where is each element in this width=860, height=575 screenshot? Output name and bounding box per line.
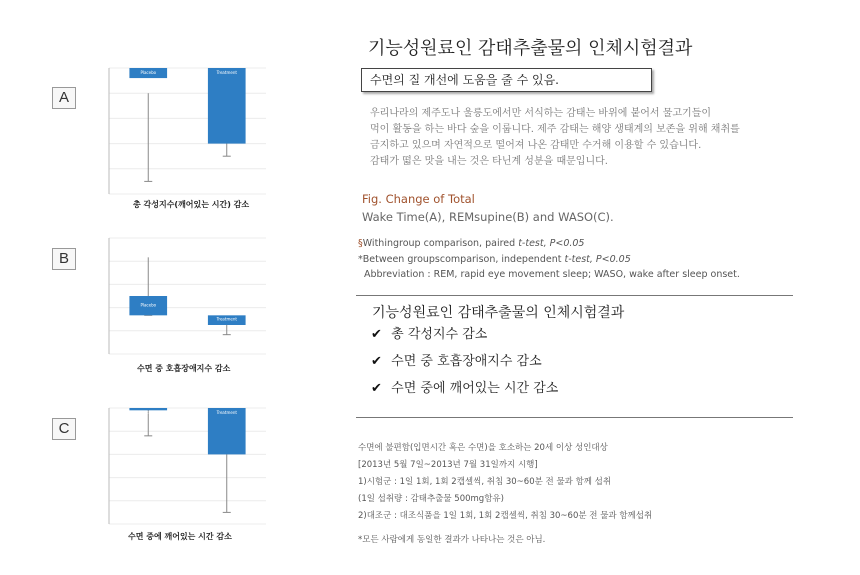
result-item	[371, 350, 542, 369]
check-icon: ✔	[371, 354, 382, 369]
bar-label: Treatment	[216, 410, 237, 415]
figure-title: Fig. Change of Total	[362, 192, 475, 206]
study-line: 2)대조군 : 대조식품을 1일 1회, 1회 2캡셀씩, 취침 30~60분 전 물과 함께섭취	[358, 511, 653, 521]
description	[370, 106, 780, 170]
bar-label: Placebo	[140, 302, 157, 308]
bar-label: Treatment	[216, 70, 237, 75]
chart-b	[95, 230, 270, 360]
note-p: , P<0.05	[543, 238, 585, 249]
bar-label: Placebo	[140, 70, 157, 75]
note-text: Between groupscomparison, independent	[362, 254, 565, 265]
result-text: 수면 중 호흡장애지수 감소	[391, 354, 542, 369]
chart-svg	[95, 230, 270, 360]
bar-label: Treatment	[216, 316, 237, 322]
figure-subtitle: Wake Time(A), REMsupine(B) and WASO(C).	[362, 210, 614, 224]
results-title: 기능성원료인 감태추출물의 인체시험결과	[372, 305, 625, 321]
bar-treatment	[208, 68, 246, 144]
panel-label-a: A	[52, 87, 76, 109]
panel-label-c: C	[52, 418, 76, 440]
note-test: t-test	[518, 238, 544, 249]
result-item	[371, 323, 487, 342]
section-symbol: §	[358, 238, 363, 249]
note-test: t-test	[564, 254, 590, 265]
highlight-box: 수면의 질 개선에 도움을 줄 수 있음.	[361, 68, 652, 92]
check-icon: ✔	[371, 381, 382, 396]
study-line: 수면에 불편함(입면시간 혹은 수면)을 호소하는 20세 이상 성인대상	[358, 443, 608, 453]
study-line: 1)시험군 : 1일 1회, 1회 2캡셀씩, 취침 30~60분 전 물과 함께 섭취	[358, 477, 612, 487]
chart-a-caption: 총 각성지수(깨어있는 시간) 감소	[133, 200, 250, 209]
result-text: 총 각성지수 감소	[391, 327, 488, 342]
description-line: 감태가 떫은 맛을 내는 것은 타닌계 성분을 때문입니다.	[370, 156, 608, 167]
note-text: Withingroup comparison, paired	[362, 238, 519, 249]
note-p: , P<0.05	[589, 254, 631, 265]
asterisk-symbol: *	[358, 254, 363, 265]
chart-c	[95, 400, 270, 530]
note-between-group	[358, 254, 631, 265]
chart-b-caption: 수면 중 호흡장애지수 감소	[137, 364, 231, 373]
chart-svg	[95, 400, 270, 530]
description-line: 금지하고 있으며 자연적으로 떨어져 나온 감태만 수거해 이용할 수 있습니다.	[370, 140, 702, 151]
study-line: [2013년 5월 7일~2013년 7월 31일까지 시행]	[358, 460, 538, 470]
study-line: (1일 섭취량 : 감태추출물 500mg함유)	[358, 494, 504, 504]
page-title: 기능성원료인 감태추출물의 인체시험결과	[368, 38, 693, 59]
result-text: 수면 중에 깨어있는 시간 감소	[391, 381, 559, 396]
description-line: 우리나라의 제주도나 울릉도에서만 서식하는 감태는 바위에 붙어서 물고기들이	[370, 108, 712, 119]
chart-a	[95, 60, 270, 200]
chart-c-caption: 수면 중에 깨어있는 시간 감소	[128, 532, 232, 541]
divider	[356, 295, 793, 296]
chart-svg	[95, 60, 270, 200]
bar-label: Placebo	[140, 410, 157, 415]
note-within-group	[358, 238, 584, 249]
check-icon: ✔	[371, 327, 382, 342]
panel-label-b: B	[52, 248, 76, 270]
note-abbreviation: Abbreviation : REM, rapid eye movement sleep; WASO, wake after sleep onset.	[364, 269, 740, 280]
footnote: *모든 사람에게 동일한 결과가 나타나는 것은 아님.	[358, 535, 546, 545]
description-line: 먹이 활동을 하는 바다 숲을 이룹니다. 제주 감태는 해양 생태계의 보존을 위해 채취를	[370, 124, 740, 135]
result-item	[371, 377, 558, 396]
divider	[356, 417, 793, 418]
